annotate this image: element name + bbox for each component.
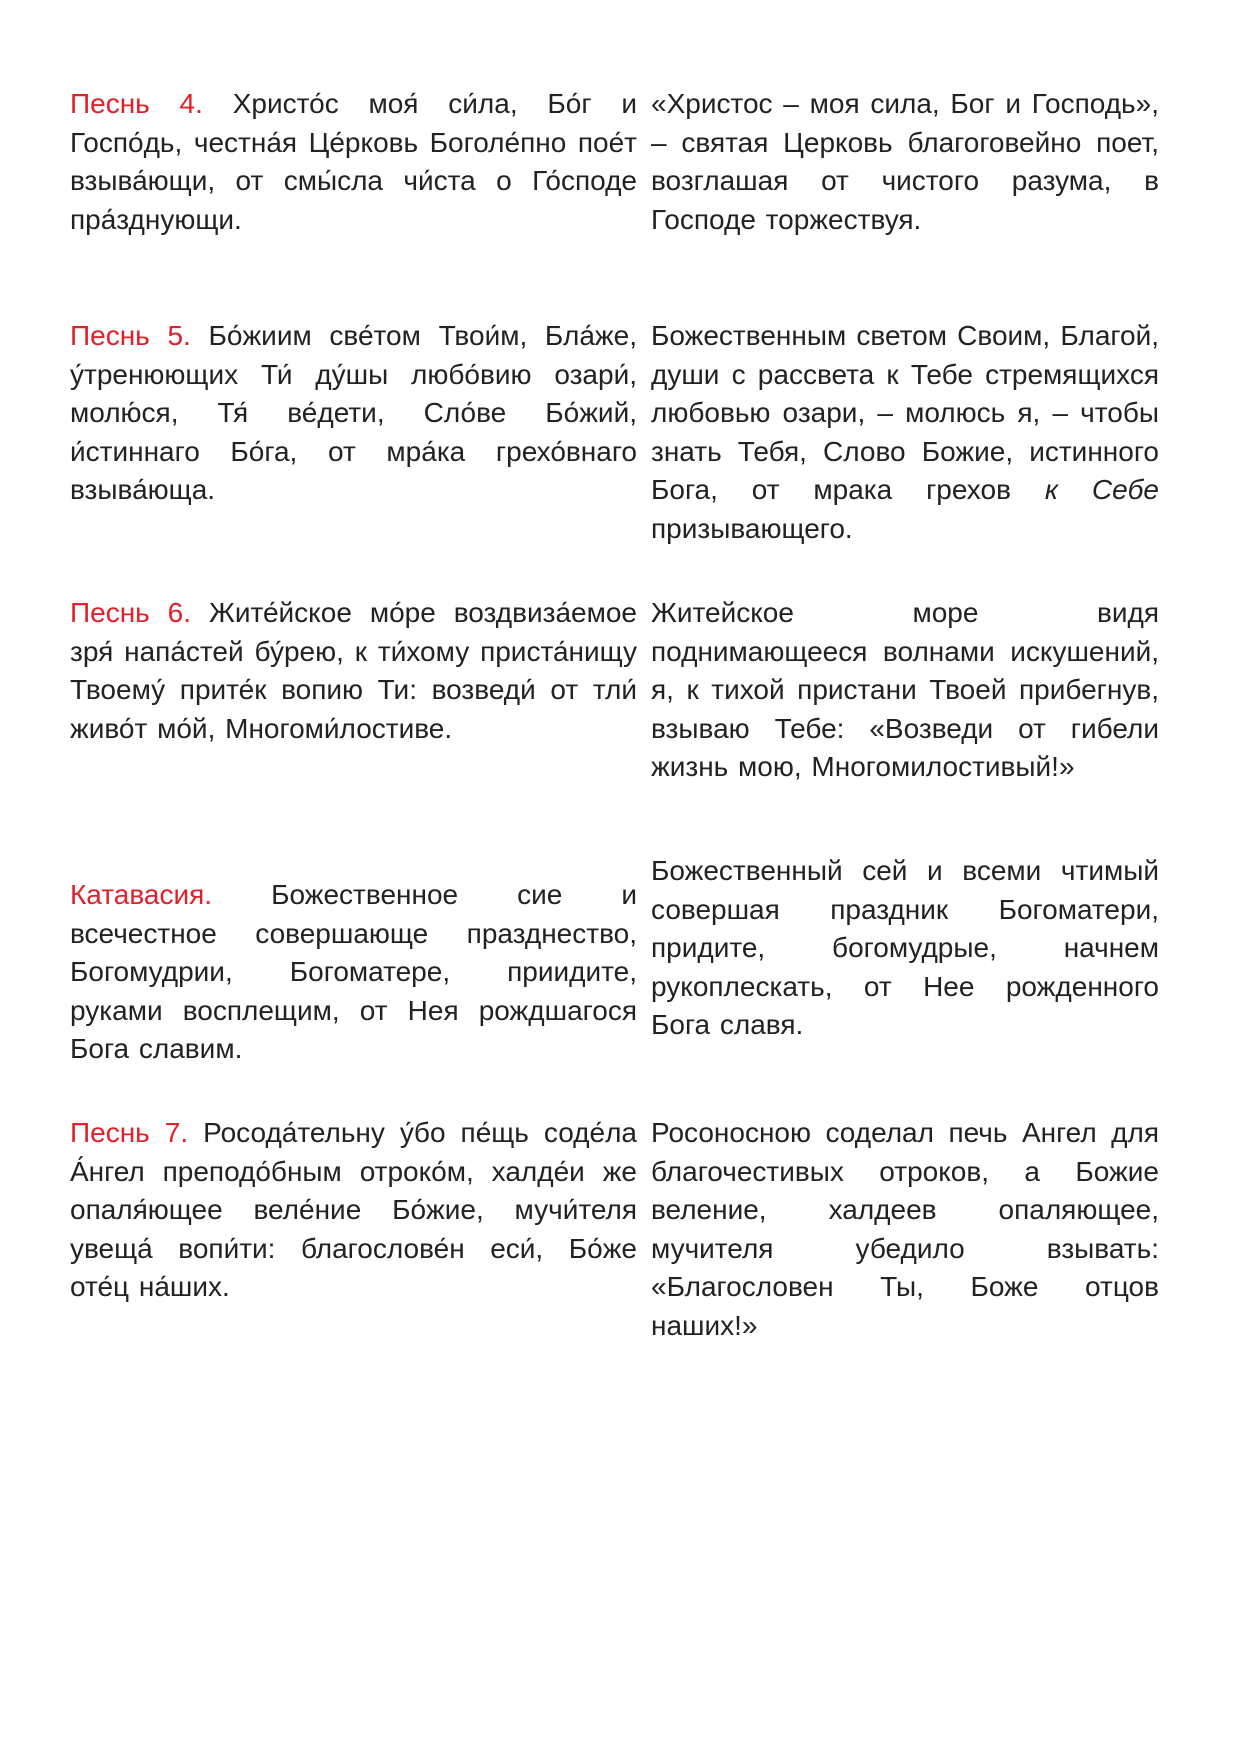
russian-verse: Божественным светом Своим, Благой, души с рассвета к Тебе стремящихся любовью озари, – молюсь я, – чтобы знать Тебя, Слово Божие, истинного Бога, от мрака грехов [651,320,1159,505]
slavonic-verse: Бо́жиим све́том Твои́м, Бла́же, у́тренюющих Ти́ ду́шы любо́вию озари́, молю́ся, Тя́ ве́дети, Сло́ве Бо́жий, и́стиннаго Бо́га, от мра́ка грехо́внаго взыва́юща. [70,320,637,505]
slavonic-text-ode-7 [70,1114,637,1307]
russian-text-ode-4 [651,85,1159,239]
ode-label: Катавасия. [70,879,213,910]
slavonic-text-ode-4 [70,85,637,239]
russian-text-ode-5 [651,317,1159,548]
slavonic-text-katavasia [70,876,637,1069]
ode-label: Песнь 4. [70,88,203,119]
slavonic-verse: Христо́с моя́ си́ла, Бо́г и Госпо́дь, честна́я Це́рковь Боголе́пно пое́т взыва́ющи, от смы́сла чи́ста о Го́споде пра́зднующи. [70,88,638,235]
slavonic-verse: Божественное сие и всечестное совершающе празднество, Богомудрии, Богоматере, приидите, руками восплещим, от Нея рождшагося Бога славим. [70,879,638,1064]
ode-label: Песнь 6. [70,597,192,628]
slavonic-verse: Жите́йское мо́ре воздвиза́емое зря́ напа́стей бу́рею, к ти́хому приста́нищу Твоему́ прите́к вопию Ти: возведи́ от тли́ живо́т мо́й, Многоми́лостиве. [70,597,637,744]
russian-verse: Житейское море видя поднимающееся волнами искушений, я, к тихой пристани Твоей прибегнув, взываю Тебе: «Возведи от гибели жизнь мою, Многомилостивый!» [651,597,1159,782]
russian-verse: Росоносною соделал печь Ангел для благочестивых отроков, а Божие веление, халдеев опаляющее, мучителя убедило взывать: «Благословен Ты, Боже отцов наших!» [651,1117,1159,1341]
russian-text-ode-7 [651,1114,1159,1345]
russian-verse-emphasis: к Себе [1044,474,1159,505]
slavonic-verse: Росода́тельну у́бо пе́щь соде́ла А́нгел преподо́бным отроко́м, халде́и же опаля́ющее веле́ние Бо́жие, мучи́теля увеща́ вопи́ти: благослове́н еси́, Бо́же оте́ц на́ших. [70,1117,638,1302]
slavonic-text-ode-5 [70,317,637,510]
russian-text-ode-6 [651,594,1159,787]
russian-verse: «Христос – моя сила, Бог и Господь», – святая Церковь благоговейно поет, возглашая от чистого разума, в Господе торжествуя. [651,88,1159,235]
russian-verse: призывающего. [651,512,853,544]
ode-label: Песнь 5. [70,320,191,351]
russian-text-katavasia [651,852,1159,1045]
russian-verse: Божественный сей и всеми чтимый совершая праздник Богоматери, придите, богомудрые, начнем рукоплескать, от Нее рожденного Бога славя. [651,855,1159,1040]
ode-label: Песнь 7. [70,1117,189,1148]
slavonic-text-ode-6 [70,594,637,748]
